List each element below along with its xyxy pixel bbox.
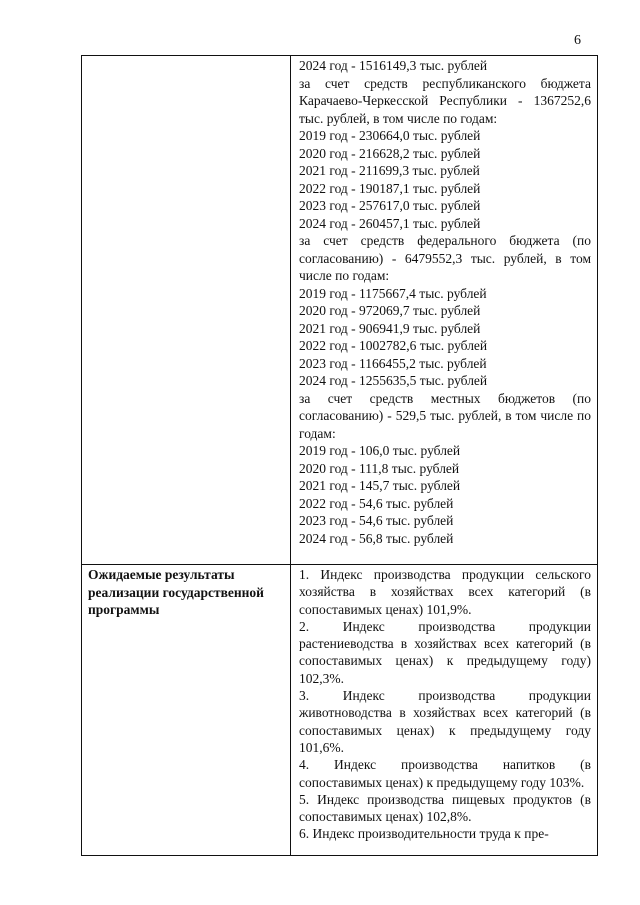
result-item: 5. Индекс производства пищевых продуктов (в сопоставимых ценах) 102,8%.	[299, 791, 591, 825]
regional-year-line: 2022 год - 190187,1 тыс. рублей	[299, 180, 481, 196]
federal-year-line: 2024 год - 1255635,5 тыс. рублей	[299, 373, 488, 388]
local-budget-intro: за счет средств местных бюджетов (по согласованию) - 529,5 тыс. рублей, в том числе по годам:	[299, 390, 591, 441]
regional-year-line: 2023 год - 257617,0 тыс. рублей	[299, 198, 481, 213]
regional-year-line: 2019 год - 230664,0 тыс. рублей	[299, 128, 481, 143]
regional-year-line: 2024 год - 260457,1 тыс. рублей	[299, 215, 481, 231]
program-passport-table	[81, 55, 598, 856]
federal-year-line: 2019 год - 1175667,4 тыс. рублей	[299, 285, 487, 301]
result-item: 1. Индекс производства продукции сельского хозяйства в хозяйствах всех категорий (в сопоставимых ценах) 101,9%.	[299, 567, 591, 617]
local-year-line: 2024 год - 56,8 тыс. рублей	[299, 530, 454, 546]
table-row-funding	[82, 56, 598, 565]
result-item: 6. Индекс производительности труда к пре-	[299, 826, 549, 842]
funding-line: 2024 год - 1516149,3 тыс. рублей	[299, 58, 488, 73]
result-item: 2. Индекс производства продукции растениеводства в хозяйствах всех категорий (в сопоставимых ценах) к предыдущему году) 102,3%.	[299, 618, 591, 686]
federal-year-line: 2020 год - 972069,7 тыс. рублей	[299, 303, 481, 318]
regional-year-line: 2021 год - 211699,3 тыс. рублей	[299, 163, 480, 178]
regional-budget-intro: за счет средств республиканского бюджета Карачаево-Черкесской Республики - 1367252,6 тыс. рублей, в том числе по годам:	[299, 75, 591, 126]
results-title: Ожидаемые результаты реализации государственной программы	[88, 567, 264, 617]
federal-year-line: 2023 год - 1166455,2 тыс. рублей	[299, 355, 487, 371]
results-label-cell	[82, 565, 291, 856]
federal-year-line: 2021 год - 906941,9 тыс. рублей	[299, 320, 481, 336]
federal-year-line: 2022 год - 1002782,6 тыс. рублей	[299, 338, 488, 353]
result-item: 3. Индекс производства продукции животноводства в хозяйствах всех категорий (в сопоставимых ценах) к предыдущему году 101,6%.	[299, 688, 591, 755]
table-row-results	[82, 565, 598, 856]
local-year-line: 2023 год - 54,6 тыс. рублей	[299, 513, 454, 528]
empty-label-cell	[82, 56, 291, 565]
local-year-line: 2022 год - 54,6 тыс. рублей	[299, 495, 454, 511]
regional-year-line: 2020 год - 216628,2 тыс. рублей	[299, 145, 481, 161]
funding-cell	[291, 56, 598, 565]
page-number: 6	[574, 33, 581, 48]
results-cell	[291, 565, 598, 856]
federal-budget-intro: за счет средств федерального бюджета (по согласованию) - 6479552,3 тыс. рублей, в том числе по годам:	[299, 233, 591, 283]
local-year-line: 2020 год - 111,8 тыс. рублей	[299, 460, 460, 476]
result-item: 4. Индекс производства напитков (в сопоставимых ценах) к предыдущему году 103%.	[299, 757, 591, 790]
local-year-line: 2019 год - 106,0 тыс. рублей	[299, 443, 461, 458]
local-year-line: 2021 год - 145,7 тыс. рублей	[299, 478, 461, 493]
